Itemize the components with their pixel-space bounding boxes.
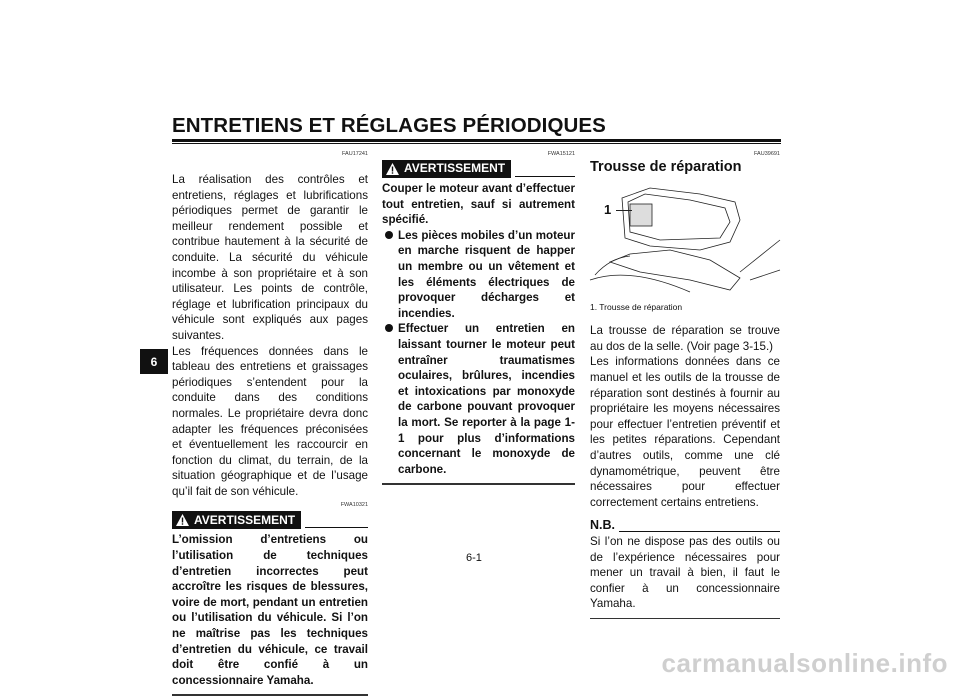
warning-end-rule [382, 483, 575, 485]
warning-code: FWA15121 [547, 151, 575, 157]
section-code: FAU39691 [754, 151, 780, 157]
bullet-icon [385, 324, 393, 332]
warning-header [172, 511, 368, 529]
left-column [172, 150, 368, 696]
note-header [590, 518, 780, 534]
figure-caption: 1. Trousse de réparation [590, 301, 683, 312]
section-code: FAU17241 [342, 151, 368, 157]
list-item: Les pièces mobiles d’un moteur en marche risquent de happer un membre ou un vêtement et les éléments électriques de provoquer décharges et incendies. [382, 228, 575, 322]
warning-text: L’omission d’entretiens ou l’utilisation de techniques d’entretien incorrectes peut accroître les risques de blessures, voire de mort, pendant un entretien ou l’utilisation du véhicule. Si l’on ne maîtrise pas les techniques d’entretien du véhicule, ce travail doit être confié à un concessionnaire Yamaha. [172, 533, 368, 687]
warning-triangle-icon [176, 514, 189, 526]
tools-paragraph: Les informations données dans ce manuel et les outils de la trousse de réparation sont destinés à fournir au propriétaire les moyens nécessaires pour effectuer l’entretien préventif et les petites réparations. Cependant d’autres outils, comme une clé dynamométrique, peuvent être nécessaires pour effectuer correctement certains entretiens. [590, 355, 780, 509]
warning-header [382, 160, 575, 178]
warning-code: FWA10321 [340, 502, 368, 509]
watermark: carmanualsonline.info [661, 648, 948, 678]
title-rule [172, 139, 781, 142]
page-number: 6-1 [466, 552, 482, 564]
frequency-paragraph: Les fréquences données dans le tableau des entretiens et graissages périodiques s’entendent pour la conduite dans des conditions normales. Le propriétaire devra donc adapter les fréquences préconisées et éventuellement les raccourcir en fonction du climat, du terrain, de la situation géographique et de l’usage qu’il fait de son véhicule. [172, 344, 368, 498]
middle-column [382, 150, 575, 485]
chapter-tab: 6 [140, 349, 168, 374]
warning-intro: Couper le moteur avant d’effectuer tout entretien, sauf si autrement spécifié. [382, 182, 575, 227]
title-rule-thin [172, 143, 781, 144]
warning-list [382, 228, 575, 478]
page-title: ENTRETIENS ET RÉGLAGES PÉRIODIQUES [172, 114, 606, 137]
warning-triangle-icon [386, 163, 399, 175]
section-heading: Trousse de réparation [590, 159, 742, 175]
intro-paragraph: La réalisation des contrôles et entretiens, réglages et lubrifications périodiques permet de garantir le meilleur rendement possible et contribue hautement à la sécurité de conduite. La sécurité du véhicule incombe à son propriétaire et à son utilisateur. Les points de contrôle, réglage et lubrification principaux du véhicule sont expliqués aux pages suivantes. [172, 173, 368, 342]
note-text: Si l’on ne dispose pas des outils ou de l’expérience nécessaires pour mener un travail à bien, il faut le confier à un concessionnaire Yamaha. [590, 534, 780, 611]
note-end-rule [590, 618, 780, 619]
repair-kit-figure [590, 180, 780, 298]
warning-label: AVERTISSEMENT [194, 512, 296, 527]
note-label: N.B. [590, 518, 615, 533]
right-column [590, 150, 780, 619]
bullet-icon [385, 231, 393, 239]
figure-callout: 1 [604, 201, 612, 217]
list-item: Effectuer un entretien en laissant tourner le moteur peut entraîner traumatismes oculaires, brûlures, incendies et intoxications par monoxyde de carbone pouvant provoquer la mort. Se reporter à la page 1-1 pour plus d’informations concernant le monoxyde de carbone. [382, 321, 575, 477]
location-paragraph: La trousse de réparation se trouve au dos de la selle. (Voir page 3-15.) [590, 324, 780, 353]
seat-illustration [590, 180, 780, 298]
warning-label: AVERTISSEMENT [404, 161, 506, 176]
